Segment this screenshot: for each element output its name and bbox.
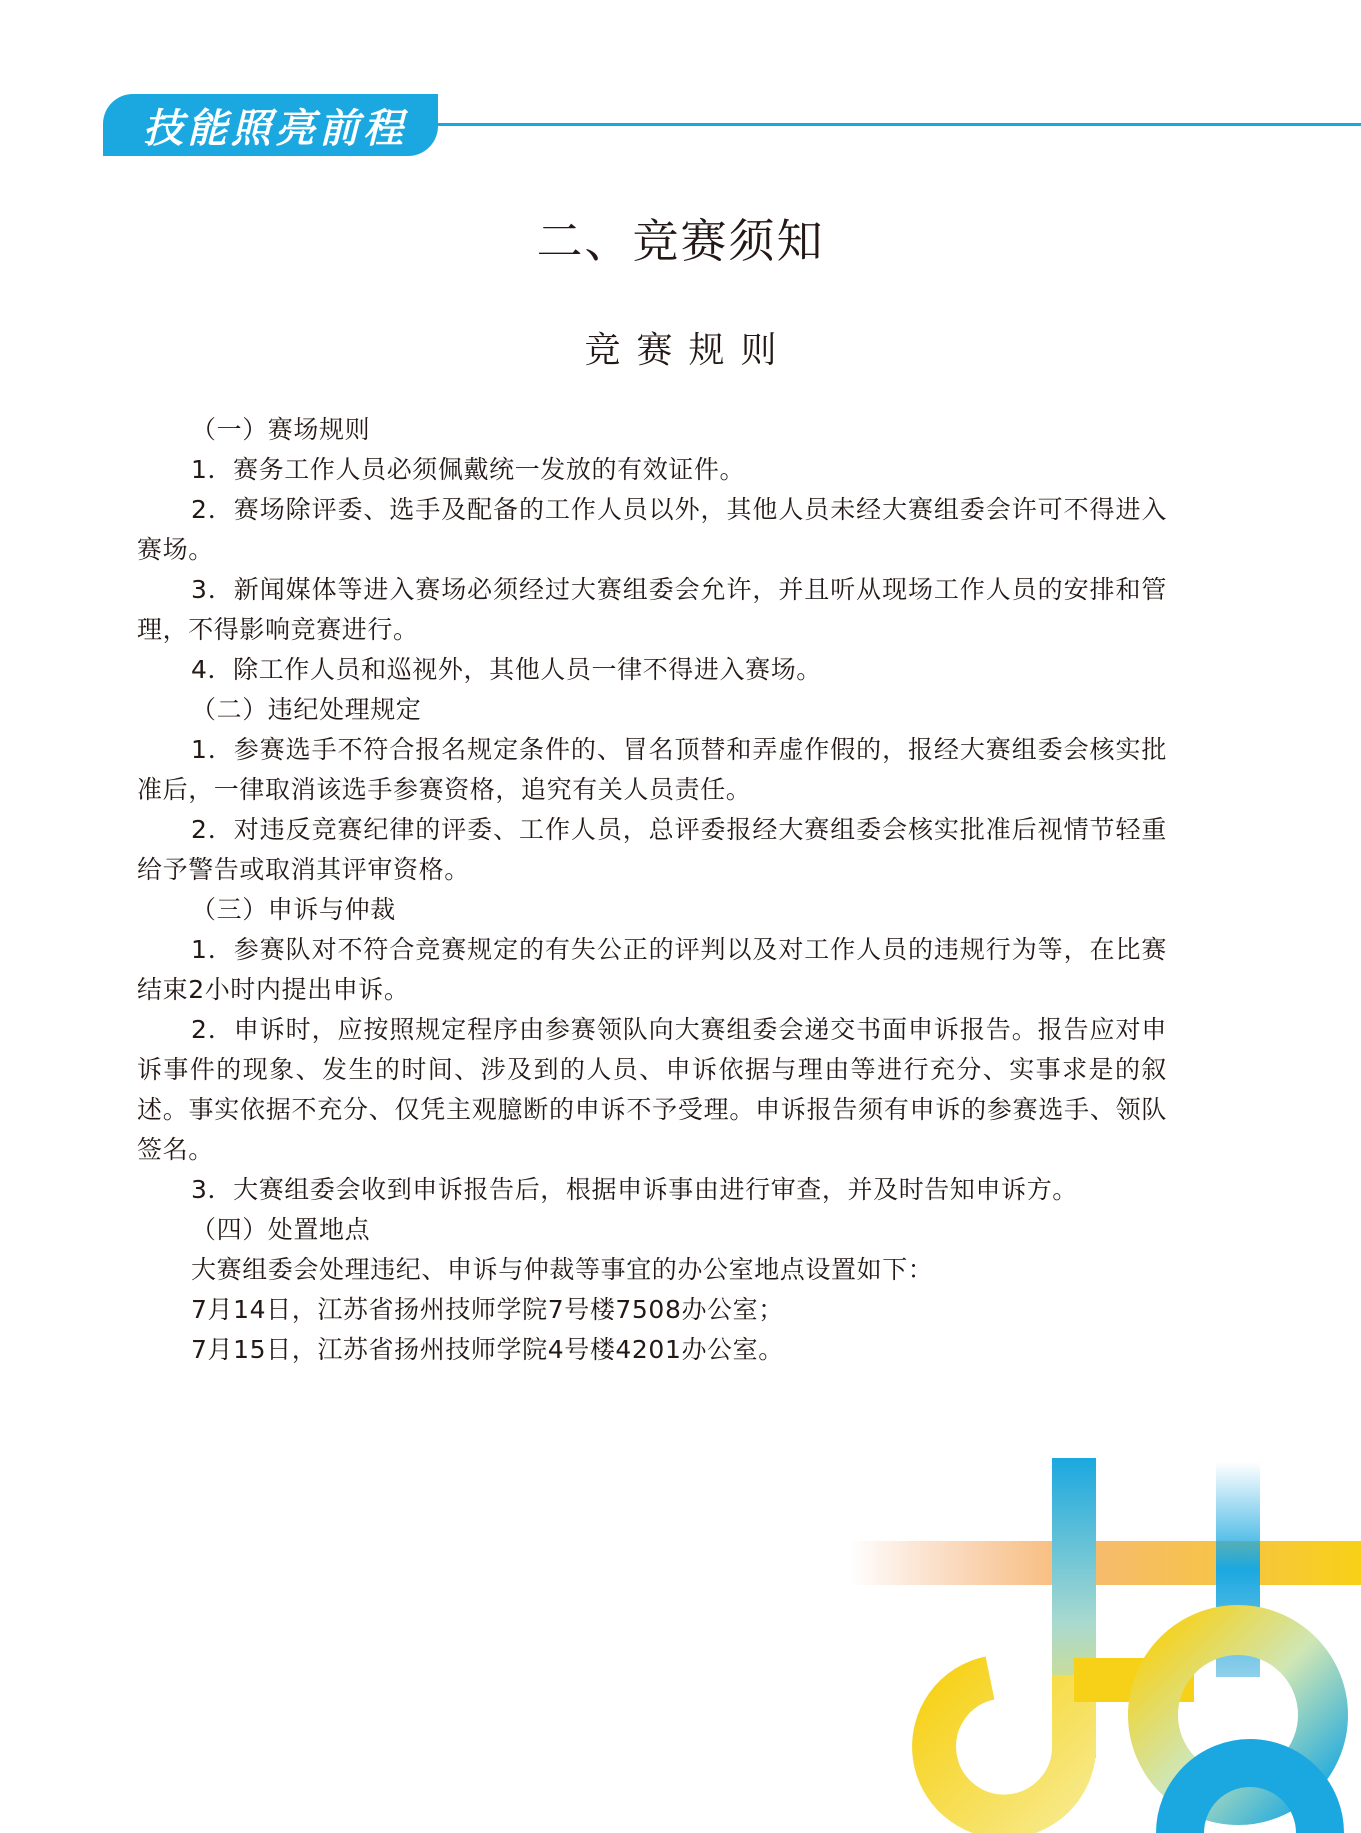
header-divider-line <box>430 123 1361 126</box>
paragraph-heading: （三）申诉与仲裁 <box>191 895 396 924</box>
section-title: 二、竞赛须知 <box>536 214 825 268</box>
paragraph-heading: （四）处置地点 <box>191 1215 371 1244</box>
paragraph: 2．赛场除评委、选手及配备的工作人员以外，其他人员未经大赛组委会许可不得进入赛场。 <box>137 495 1167 564</box>
paragraph: 1．赛务工作人员必须佩戴统一发放的有效证件。 <box>191 455 746 484</box>
paragraph: 4．除工作人员和巡视外，其他人员一律不得进入赛场。 <box>191 655 822 684</box>
paragraph: 1．参赛队对不符合竞赛规定的有失公正的评判以及对工作人员的违规行为等，在比赛结束2小时内提出申诉。 <box>137 935 1167 1004</box>
paragraph-heading: （一）赛场规则 <box>191 415 371 444</box>
paragraph: 2．对违反竞赛纪律的评委、工作人员，总评委报经大赛组委会核实批准后视情节轻重给予警告或取消其评审资格。 <box>137 815 1167 884</box>
paragraph: 3．大赛组委会收到申诉报告后，根据申诉事由进行审查，并及时告知申诉方。 <box>191 1175 1078 1204</box>
paragraph: 1．参赛选手不符合报名规定条件的、冒名顶替和弄虚作假的，报经大赛组委会核实批准后，一律取消该选手参赛资格，追究有关人员责任。 <box>137 735 1167 804</box>
paragraph: 3．新闻媒体等进入赛场必须经过大赛组委会允许，并且听从现场工作人员的安排和管理，不得影响竞赛进行。 <box>137 575 1167 644</box>
paragraph: 7月14日，江苏省扬州技师学院7号楼7508办公室； <box>191 1295 784 1324</box>
paragraph-heading: （二）违纪处理规定 <box>191 695 422 724</box>
sub-title: 竞赛规则 <box>584 330 793 371</box>
paragraph: 7月15日，江苏省扬州技师学院4号楼4201办公室。 <box>191 1335 784 1364</box>
paragraph: 大赛组委会处理违纪、申诉与仲裁等事宜的办公室地点设置如下： <box>191 1255 934 1284</box>
header-tab <box>103 94 438 156</box>
header-tab-label: 技能照亮前程 <box>143 104 407 152</box>
decorative-logo-graphic <box>850 1450 1361 1833</box>
body-text <box>137 410 1167 1370</box>
paragraph: 2．申诉时，应按照规定程序由参赛领队向大赛组委会递交书面申诉报告。报告应对申诉事件的现象、发生的时间、涉及到的人员、申诉依据与理由等进行充分、实事求是的叙述。事实依据不充分、仅凭主观臆断的申诉不予受理。申诉报告须有申诉的参赛选手、领队签名。 <box>137 1015 1167 1164</box>
